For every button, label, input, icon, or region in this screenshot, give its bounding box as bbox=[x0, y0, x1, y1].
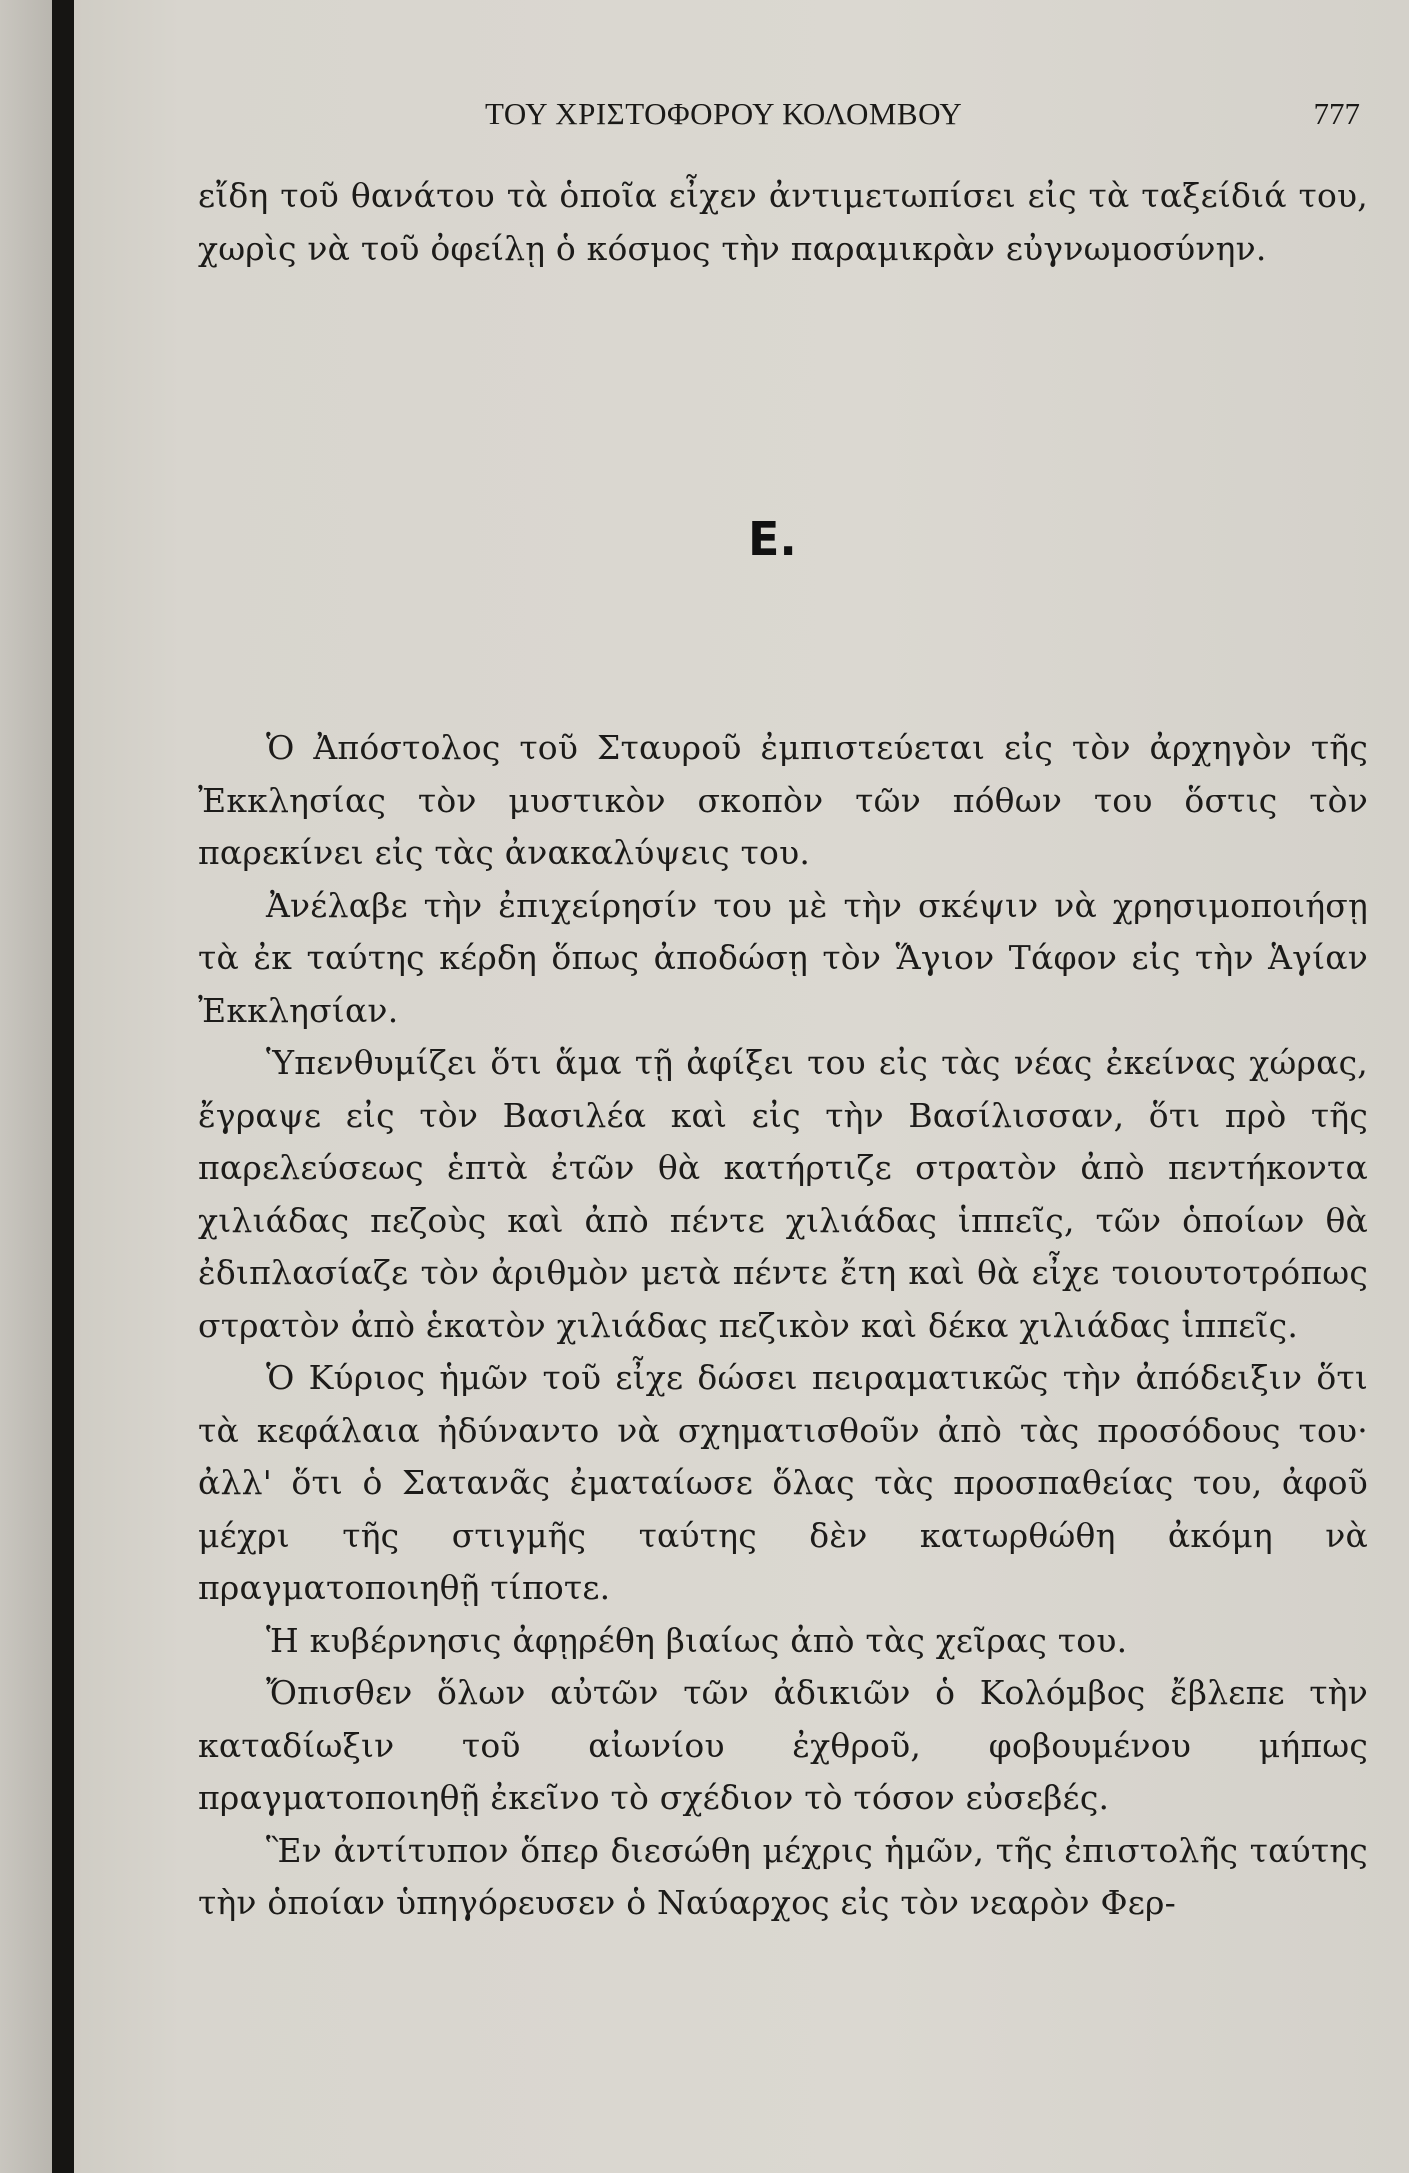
paragraph-7: Ἓν ἀντίτυπον ὅπερ διεσώθη μέχρις ἡμῶν, τῆς ἐπιστολῆς ταύτης τὴν ὁποίαν ὑπηγόρευσεν ὁ Ναύαρχος εἰς τὸν νεαρὸν Φερ- bbox=[198, 1830, 1368, 1922]
paragraph-1: Ὁ Ἀπόστολος τοῦ Σταυροῦ ἐμπιστεύεται εἰς τὸν ἀρχηγὸν τῆς Ἐκκλησίας τὸν μυστικὸν σκοπὸν τῶν πόθων του ὅστις τὸν παρεκίνει εἰς τὰς ἀνακαλύψεις του. bbox=[198, 728, 1368, 872]
page-number: 777 bbox=[1313, 96, 1360, 131]
paragraph-2: Ἀνέλαβε τὴν ἐπιχείρησίν του μὲ τὴν σκέψιν νὰ χρησιμοποιήσῃ τὰ ἐκ ταύτης κέρδη ὅπως ἀποδώσῃ τὸν Ἅγιον Τάφον εἰς τὴν Ἁγίαν Ἐκκλησίαν. bbox=[198, 885, 1368, 1030]
paragraph-6: Ὄπισθεν ὅλων αὐτῶν τῶν ἀδικιῶν ὁ Κολόμβος ἔβλεπε τὴν καταδίωξιν τοῦ αἰωνίου ἐχθροῦ, φοβουμένου μήπως πραγματοποιηθῇ ἐκεῖνο τὸ σχέδιον τὸ τόσον εὐσεβές. bbox=[198, 1673, 1368, 1817]
continuation-block bbox=[198, 170, 1368, 275]
paragraph-3: Ὑπενθυμίζει ὅτι ἅμα τῇ ἀφίξει του εἰς τὰς νέας ἐκείνας χώρας, ἔγραψε εἰς τὸν Βασιλέα καὶ εἰς τὴν Βασίλισσαν, ὅτι πρὸ τῆς παρελεύσεως ἑπτὰ ἐτῶν θὰ κατήρτιζε στρατὸν ἀπὸ πεντήκοντα χιλιάδας πεζοὺς καὶ ἀπὸ πέντε χιλιάδας ἱππεῖς, τῶν ὁποίων θὰ ἐδιπλασίαζε τὸν ἀριθμὸν μετὰ πέντε ἔτη καὶ θὰ εἶχε τοιουτοτρόπως στρατὸν ἀπὸ ἑκατὸν χιλιάδας πεζικὸν καὶ δέκα χιλιάδας ἱππεῖς. bbox=[198, 1043, 1368, 1345]
section-body bbox=[198, 722, 1368, 1930]
book-spine-shadow bbox=[52, 0, 74, 2173]
page-header bbox=[195, 96, 1360, 140]
paragraph-5: Ἡ κυβέρνησις ἀφῃρέθη βιαίως ἀπὸ τὰς χεῖρας του. bbox=[266, 1620, 1128, 1660]
running-head: ΤΟΥ ΧΡΙΣΤΟΦΟΡΟΥ ΚΟΛΟΜΒΟΥ bbox=[485, 96, 963, 131]
left-page-edge bbox=[0, 0, 52, 2173]
continuation-paragraph: εἴδη τοῦ θανάτου τὰ ὁποῖα εἶχεν ἀντιμετωπίσει εἰς τὰ ταξείδιά του, χωρὶς νὰ τοῦ ὀφείλῃ ὁ κόσμος τὴν παραμικρὰν εὐγνωμοσύνην. bbox=[198, 176, 1368, 268]
paragraph-4: Ὁ Κύριος ἡμῶν τοῦ εἶχε δώσει πειραματικῶς τὴν ἀπόδειξιν ὅτι τὰ κεφάλαια ἠδύναντο νὰ σχηματισθοῦν ἀπὸ τὰς προσόδους του· ἀλλ' ὅτι ὁ Σατανᾶς ἐματαίωσε ὅλας τὰς προσπαθείας του, ἀφοῦ μέχρι τῆς στιγμῆς ταύτης δὲν κατωρθώθη ἀκόμη νὰ πραγματοποιηθῇ τίποτε. bbox=[198, 1358, 1368, 1607]
section-mark: Ε. bbox=[748, 512, 797, 566]
